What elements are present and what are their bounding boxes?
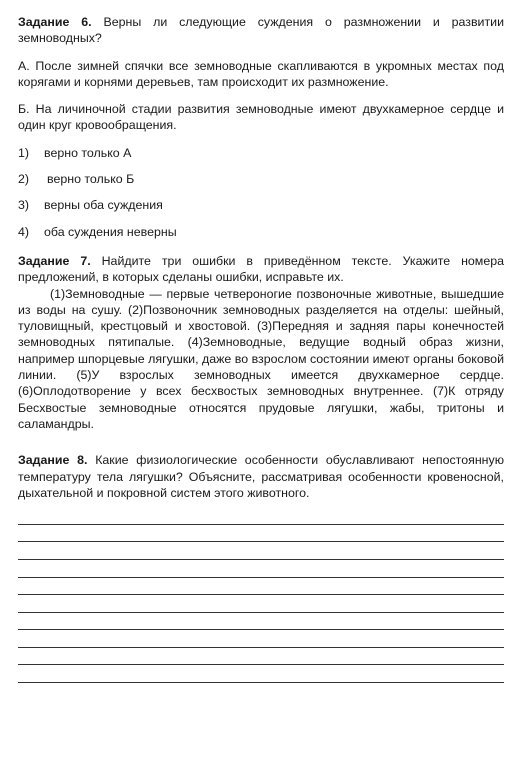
- task-6-statement-a: А. После зимней спячки все земноводные скапливаются в укромных местах под корягами и корнями деревьев, там происходит их размножение.: [18, 58, 504, 89]
- answer-line[interactable]: [18, 665, 504, 683]
- task-6-option-3: [18, 197, 504, 213]
- option-text: верно только Б: [47, 172, 135, 187]
- answer-line[interactable]: [18, 595, 504, 613]
- answer-lines[interactable]: [18, 507, 504, 683]
- task-6-question: [18, 14, 504, 47]
- answer-line[interactable]: [18, 613, 504, 631]
- answer-line[interactable]: [18, 542, 504, 560]
- task-8: [18, 452, 504, 683]
- task-6-option-4: [18, 224, 504, 240]
- answer-line[interactable]: [18, 560, 504, 578]
- task-6-label: Задание 6.: [18, 15, 92, 29]
- option-number: 1): [18, 145, 30, 160]
- answer-line[interactable]: [18, 507, 504, 525]
- option-text: верны оба суждения: [44, 198, 163, 213]
- task-7: [18, 253, 504, 432]
- task-6-option-1: [18, 145, 504, 161]
- task-6: [18, 14, 504, 240]
- answer-line[interactable]: [18, 578, 504, 596]
- option-text: верно только А: [44, 145, 132, 160]
- task-7-instruction: [18, 253, 504, 286]
- answer-line[interactable]: [18, 648, 504, 666]
- task-6-question-text: Верны ли следующие суждения о размножении и развитии земноводных?: [18, 15, 504, 46]
- task-6-statement-b: Б. На личиночной стадии развития земноводные имеют двухкамерное сердце и один круг кровообращения.: [18, 102, 504, 133]
- option-number: 2): [18, 172, 30, 187]
- task-8-label: Задание 8.: [18, 453, 88, 468]
- task-6-option-2: [18, 171, 504, 187]
- task-7-label: Задание 7.: [18, 253, 91, 268]
- task-8-question: [18, 452, 504, 501]
- task-7-instruction-text: Найдите три ошибки в приведённом тексте. Укажите номера предложений, в которых сделаны ошибки, исправьте их.: [18, 253, 504, 285]
- answer-line[interactable]: [18, 630, 504, 648]
- option-number: 4): [18, 224, 30, 239]
- task-7-text: (1)Земноводные — первые четвероногие позвоночные животные, вышедшие из воды на сушу. (2)Позвоночник земноводных разделяется на отделы: шейный, туловищный, крестцовый и хвостовой. (3)Передняя и задняя пары конечностей земноводных пятипалые. (4)Земноводные, ведущие водный образ жизни, например шпорцевые лягушки, даже во взрослом состоянии имеют органы боковой линии. (5)У взрослых земноводных имеется двухкамерное сердце. (6)Оплодотворение у всех бесхвостых земноводных внутреннее. (7)К отряду Бесхвостые земноводные относятся прудовые лягушки, жабы, тритоны и саламандры.: [18, 286, 504, 431]
- option-number: 3): [18, 198, 30, 213]
- task-8-question-text: Какие физиологические особенности обуславливают непостоянную температуру тела лягушки? Объясните, рассматривая особенности кровеносной, дыхательной и покровной систем этого животного.: [18, 453, 504, 500]
- answer-line[interactable]: [18, 525, 504, 543]
- option-text: оба суждения неверны: [44, 224, 177, 239]
- worksheet: [18, 14, 504, 683]
